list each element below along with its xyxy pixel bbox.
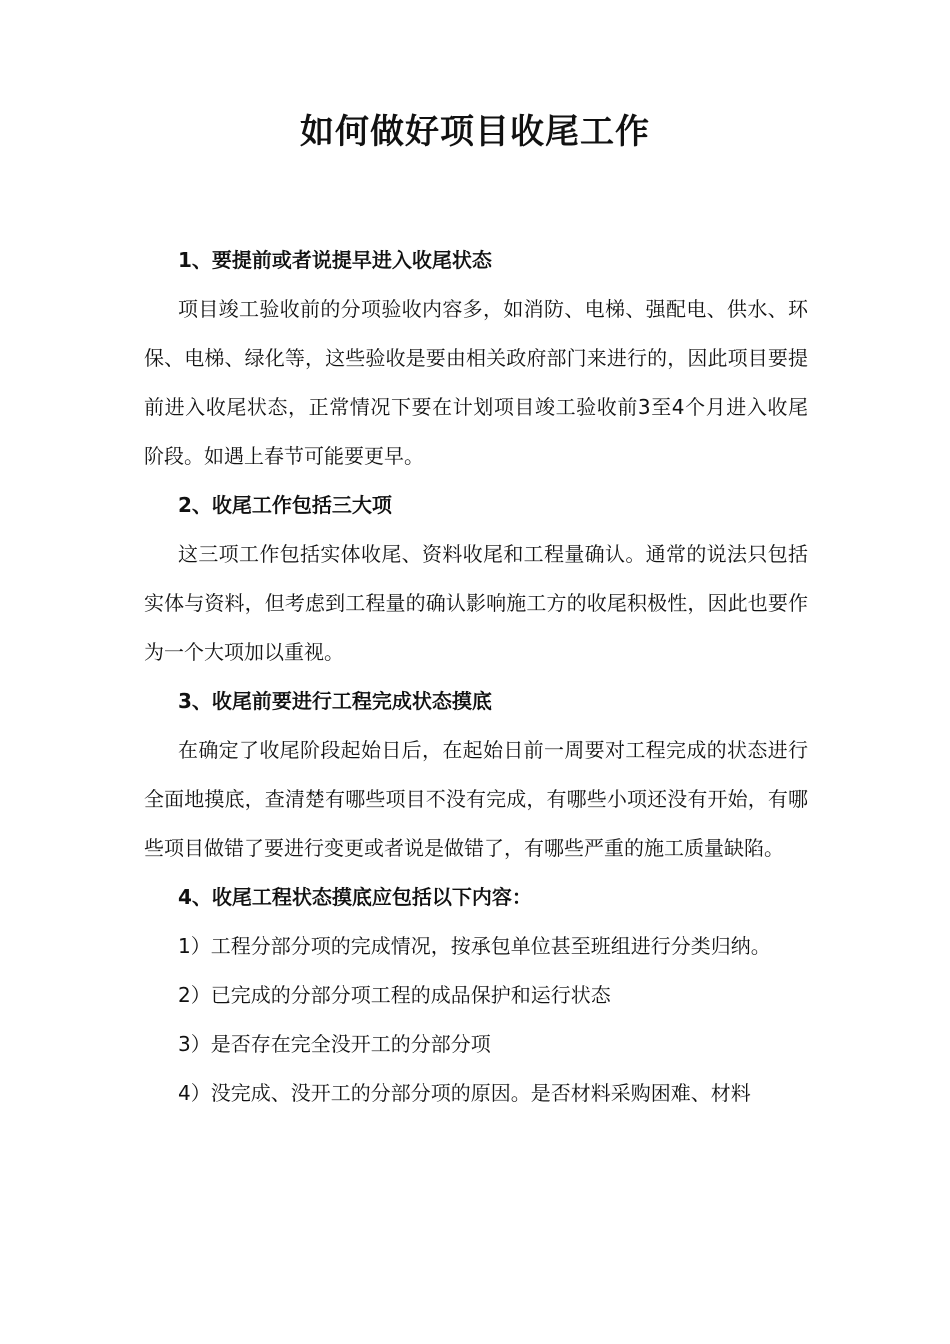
list-item: 3）是否存在完全没开工的分部分项: [178, 1032, 491, 1056]
section-heading-2: 2、收尾工作包括三大项: [178, 493, 392, 517]
page-title: 如何做好项目收尾工作: [300, 112, 650, 152]
section-paragraph-2: 这三项工作包括实体收尾、资料收尾和工程量确认。通常的说法只包括实体与资料，但考虑到工程量的确认影响施工方的收尾积极性，因此也要作为一个大项加以重视。: [144, 542, 808, 664]
list-item: 2）已完成的分部分项工程的成品保护和运行状态: [178, 983, 611, 1007]
list-item: 1）工程分部分项的完成情况，按承包单位甚至班组进行分类归纳。: [178, 934, 771, 958]
document-body: [144, 236, 808, 1118]
section-heading-4: 4、收尾工程状态摸底应包括以下内容：: [178, 885, 532, 909]
section-paragraph-1: 项目竣工验收前的分项验收内容多，如消防、电梯、强配电、供水、环保、电梯、绿化等，这些验收是要由相关政府部门来进行的，因此项目要提前进入收尾状态，正常情况下要在计划项目竣工验收前3至4个月进入收尾阶段。如遇上春节可能要更早。: [144, 297, 808, 468]
list-item: 4）没完成、没开工的分部分项的原因。是否材料采购困难、材料: [178, 1081, 751, 1105]
section-heading-3: 3、收尾前要进行工程完成状态摸底: [178, 689, 492, 713]
section-heading-1: 1、要提前或者说提早进入收尾状态: [178, 248, 492, 272]
section-paragraph-3: 在确定了收尾阶段起始日后，在起始日前一周要对工程完成的状态进行全面地摸底，查清楚有哪些项目不没有完成，有哪些小项还没有开始，有哪些项目做错了要进行变更或者说是做错了，有哪些严重的施工质量缺陷。: [144, 738, 808, 860]
